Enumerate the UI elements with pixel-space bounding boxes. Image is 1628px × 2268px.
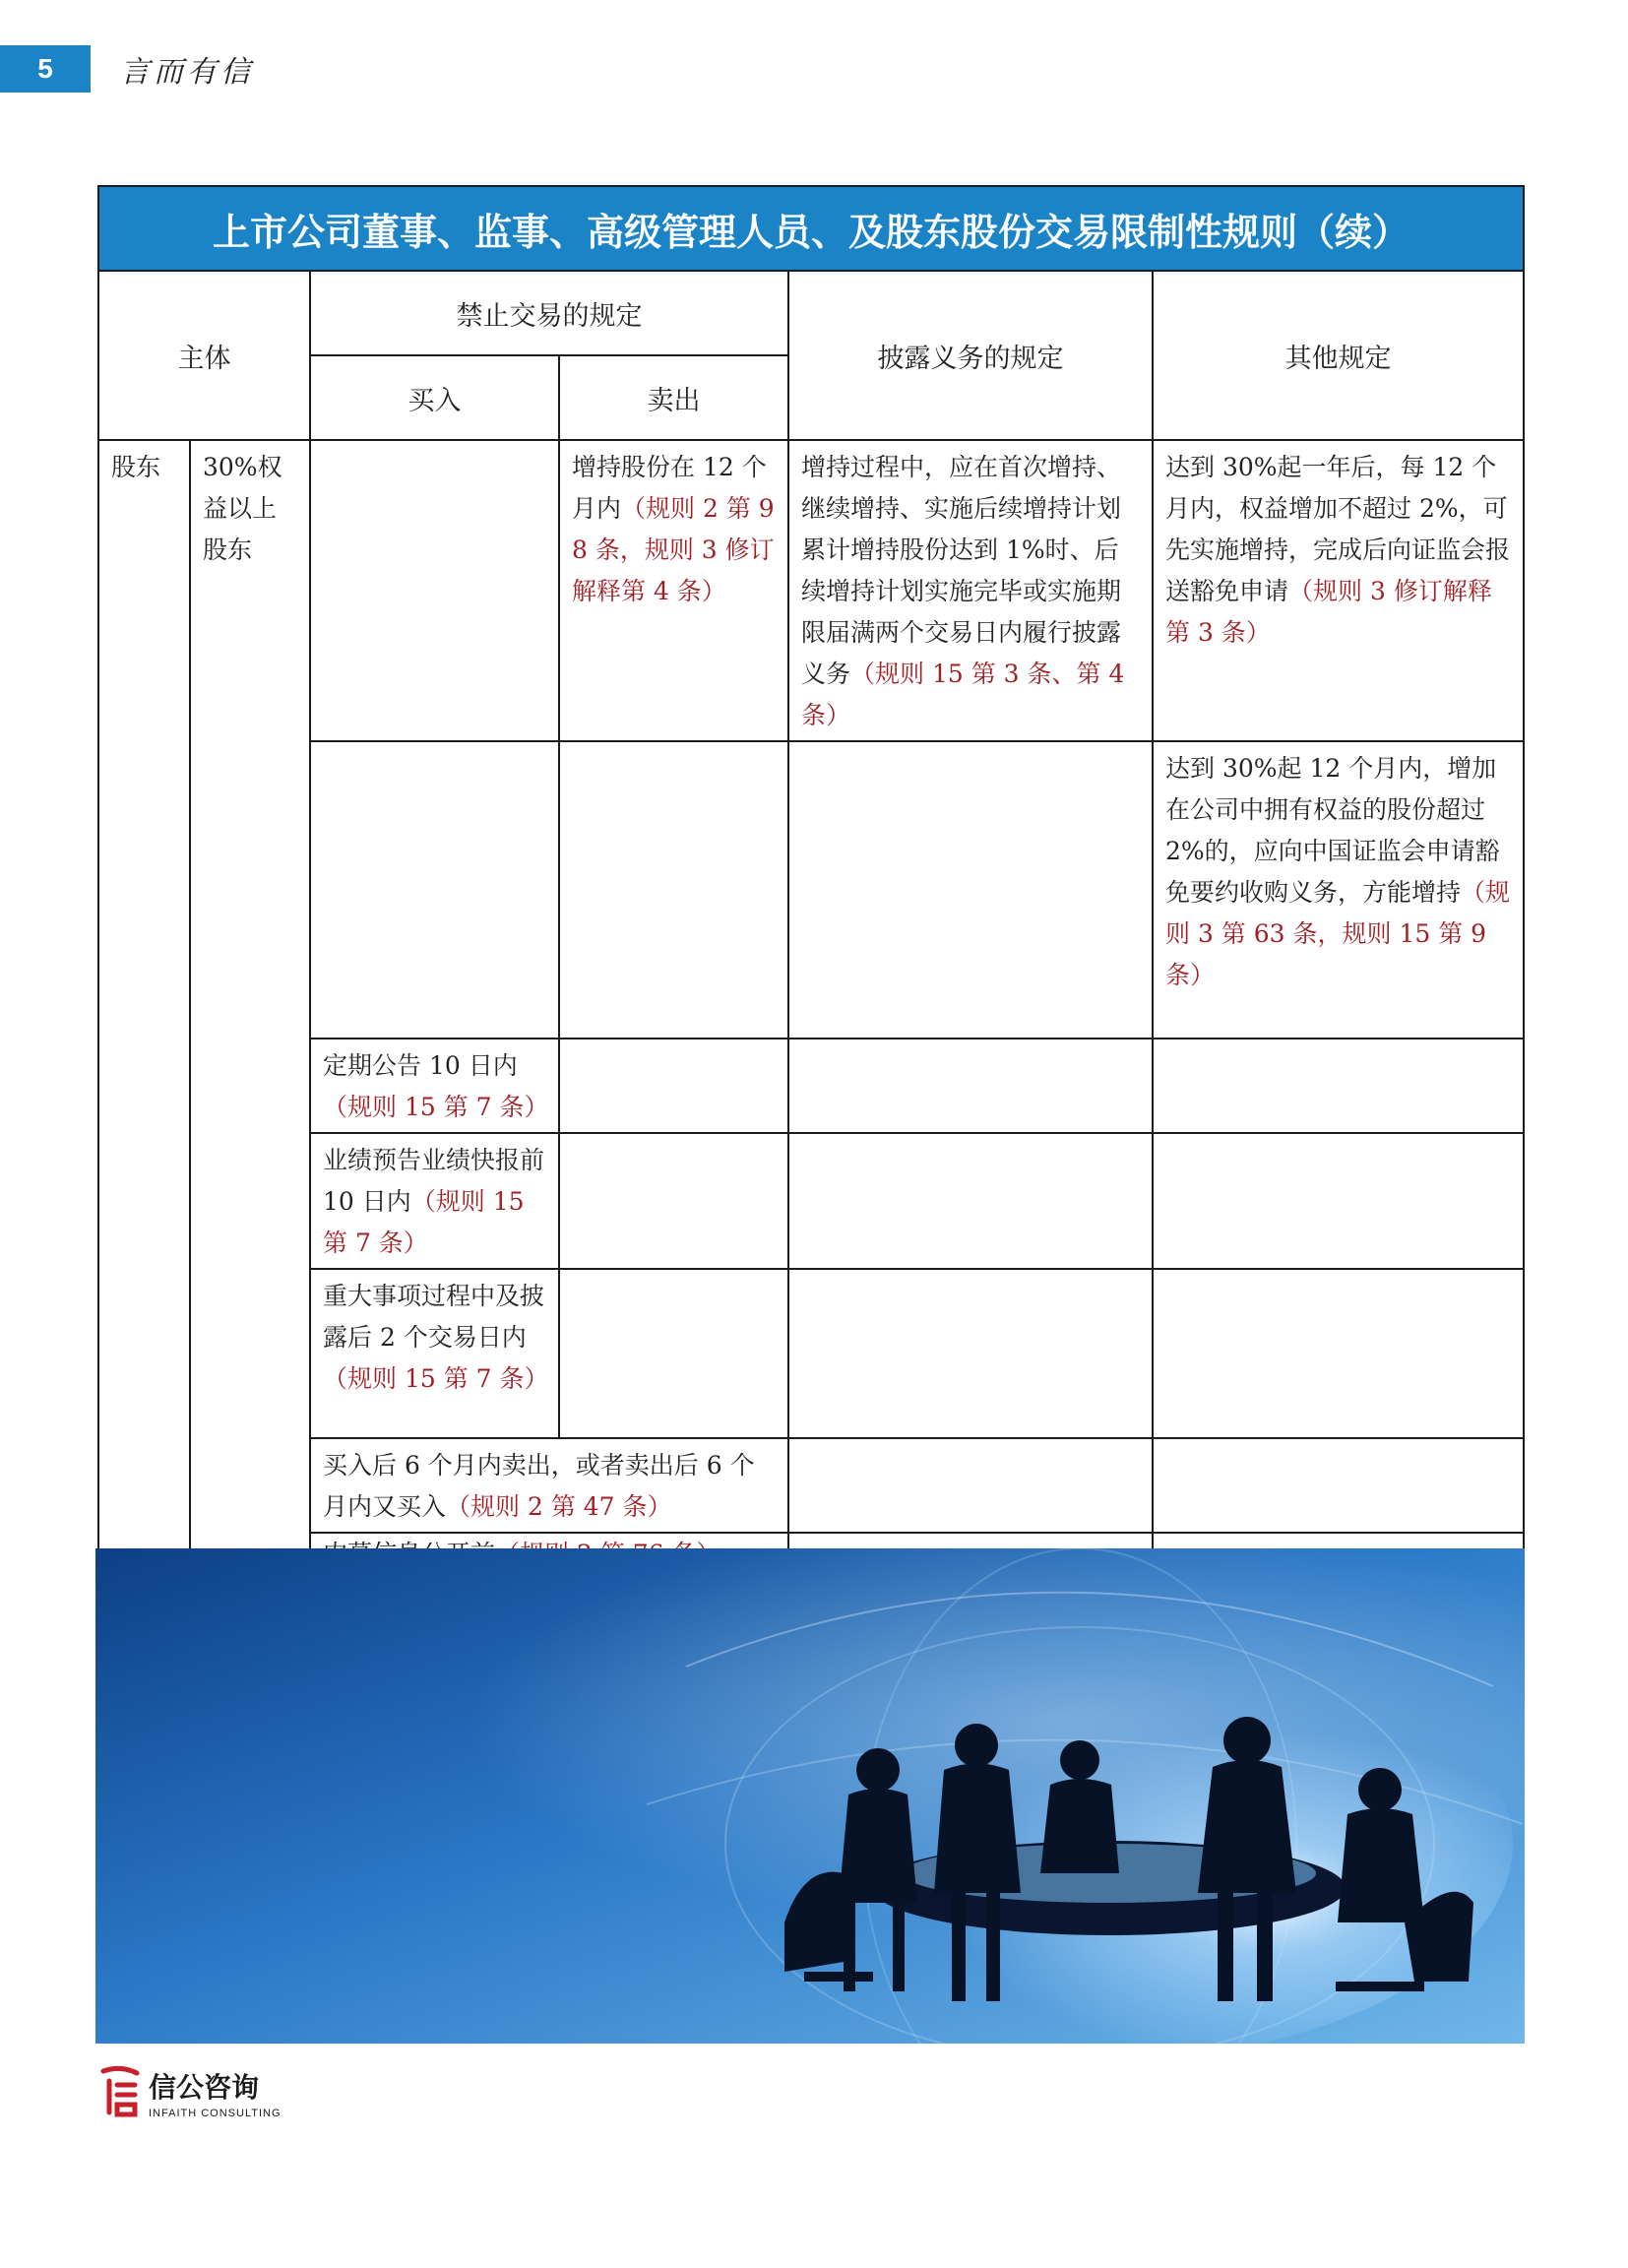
row3-buy	[310, 1039, 559, 1133]
header-other: 其他规定	[1153, 271, 1524, 440]
row2-other-ref: （规则 3 第 63 条，规则 15 第 9 条）	[1165, 878, 1511, 989]
meeting-photo	[95, 1548, 1525, 2044]
rules-table	[97, 185, 1525, 1577]
logo-mark-icon	[103, 2068, 137, 2114]
brand-slogan: 言而有信	[120, 55, 254, 90]
row4-sell	[559, 1133, 788, 1269]
row2-other	[1153, 741, 1524, 1039]
row4-other	[1153, 1133, 1524, 1269]
row1-disclosure-text: 增持过程中，应在首次增持、继续增持、实施后续增持计划累计增持股份达到 1%时、后续增持计划实施完毕或实施期限届满两个交易日内履行披露义务	[801, 453, 1122, 688]
row5-other	[1153, 1269, 1524, 1438]
row6-text: 买入后 6 个月内卖出，或者卖出后 6 个月内又买入	[323, 1451, 755, 1521]
table-row	[98, 1133, 1524, 1269]
logo-en: INFAITH CONSULTING	[149, 2108, 282, 2119]
row1-other-text: 达到 30%起一年后，每 12 个月内，权益增加不超过 2%，可先实施增持，完成后向证监会报送豁免申请	[1165, 453, 1511, 605]
row5-buy-ref: （规则 15 第 7 条）	[323, 1364, 549, 1393]
row1-disclosure	[788, 440, 1153, 741]
table-row	[98, 741, 1524, 1039]
row1-sell-ref: （规则 2 第 98 条，规则 3 修订解释第 4 条）	[572, 494, 775, 605]
row6-trade	[310, 1438, 788, 1533]
row4-buy-ref: （规则 15 第 7 条）	[323, 1187, 525, 1257]
row2-sell	[559, 741, 788, 1039]
page-number: 5	[0, 45, 91, 93]
row6-other	[1153, 1438, 1524, 1533]
row1-disclosure-ref: （规则 15 第 3 条、第 4 条）	[801, 660, 1125, 729]
logo-cn: 信公咨询	[149, 2071, 260, 2104]
row2-buy	[310, 741, 559, 1039]
row1-sell	[559, 440, 788, 741]
row4-buy-text: 业绩预告业绩快报前 10 日内	[323, 1146, 545, 1216]
table-title: 上市公司董事、监事、高级管理人员、及股东股份交易限制性规则（续）	[98, 186, 1524, 271]
row1-other-ref: （规则 3 修订解释第 3 条）	[1165, 577, 1492, 647]
row3-other	[1153, 1039, 1524, 1133]
subject-sub: 30%权益以上股东	[190, 440, 310, 1576]
row2-other-text: 达到 30%起 12 个月内，增加在公司中拥有权益的股份超过 2%的，应向中国证监会申请豁免要约收购义务，方能增持	[1165, 754, 1500, 907]
table-row	[98, 440, 1524, 741]
header-disclosure: 披露义务的规定	[788, 271, 1153, 440]
table-row	[98, 1039, 1524, 1133]
row1-sell-text: 增持股份在 12 个月内	[572, 453, 767, 523]
row2-disclosure	[788, 741, 1153, 1039]
row3-buy-text: 定期公告 10 日内	[323, 1051, 518, 1080]
header-sell: 卖出	[559, 355, 788, 440]
row6-disclosure	[788, 1438, 1153, 1533]
row4-disclosure	[788, 1133, 1153, 1269]
row3-sell	[559, 1039, 788, 1133]
row3-disclosure	[788, 1039, 1153, 1133]
row3-buy-ref: （规则 15 第 7 条）	[323, 1093, 549, 1121]
row4-buy	[310, 1133, 559, 1269]
row5-buy	[310, 1269, 559, 1438]
header-subject: 主体	[98, 271, 310, 440]
row5-buy-text: 重大事项过程中及披露后 2 个交易日内	[323, 1282, 545, 1352]
subject-main: 股东	[98, 440, 190, 1576]
row1-other	[1153, 440, 1524, 741]
company-logo	[97, 2063, 294, 2124]
header-prohibited: 禁止交易的规定	[310, 271, 788, 355]
table-row	[98, 1438, 1524, 1533]
header-buy: 买入	[310, 355, 559, 440]
row6-ref: （规则 2 第 47 条）	[446, 1492, 672, 1521]
row1-buy	[310, 440, 559, 741]
table-row	[98, 1269, 1524, 1438]
row5-disclosure	[788, 1269, 1153, 1438]
row5-sell	[559, 1269, 788, 1438]
